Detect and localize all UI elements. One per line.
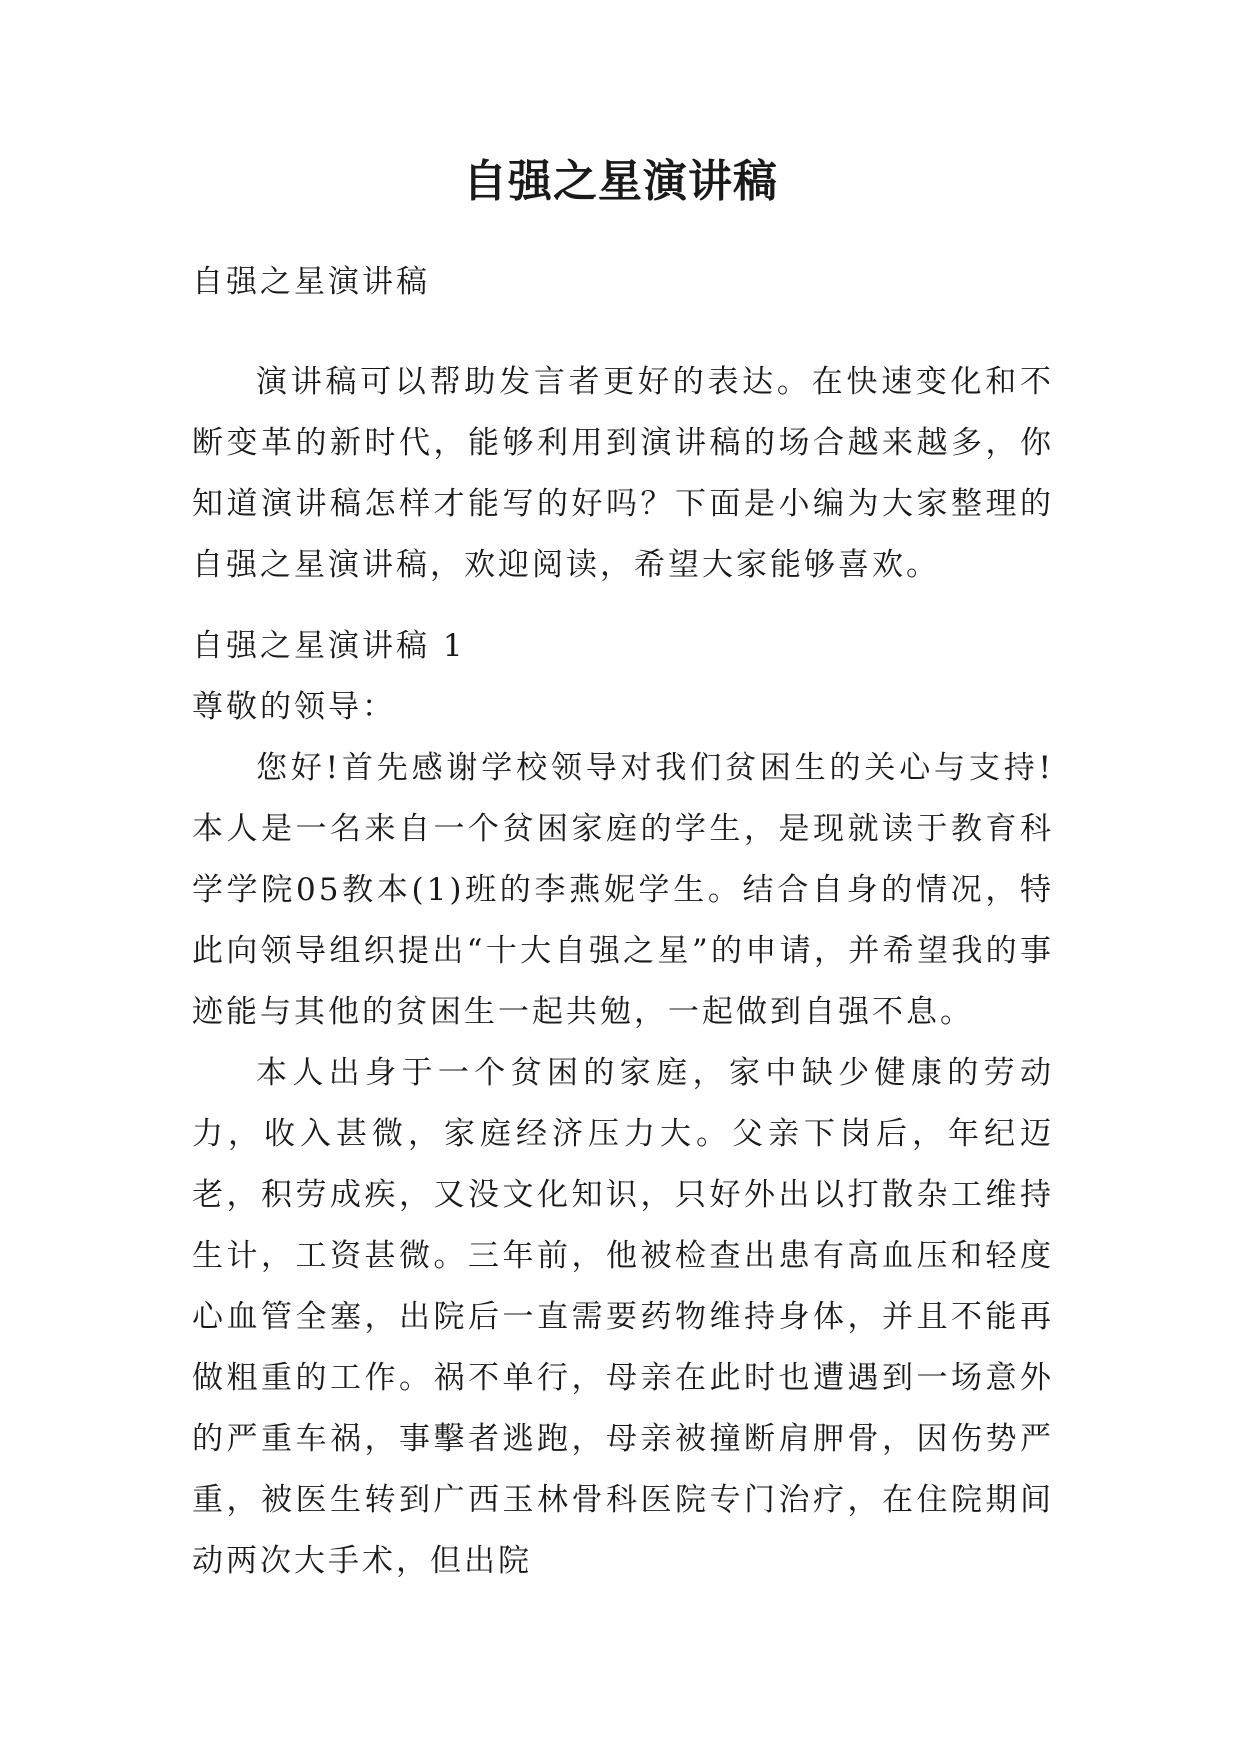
- document-subtitle: 自强之星演讲稿: [192, 264, 430, 300]
- body-paragraph: 您好!首先感谢学校领导对我们贫困生的关心与支持!本人是一名来自一个贫困家庭的学生，是现就读于教育科学学院05教本(1)班的李燕妮学生。结合自身的情况，特此向领导组织提出“十大自强之星”的申请，并希望我的事迹能与其他的贫困生一起共勉，一起做到自强不息。: [192, 750, 1054, 1030]
- subtitle-block: [192, 252, 1054, 313]
- section-heading: 自强之星演讲稿 1: [192, 628, 466, 664]
- body-paragraph: 本人出身于一个贫困的家庭，家中缺少健康的劳动力，收入甚微，家庭经济压力大。父亲下岗后，年纪迈老，积劳成疾，又没文化知识，只好外出以打散杂工维持生计，工资甚微。三年前，他被检查出患有高血压和轻度心血管全塞，出院后一直需要药物维持身体，并且不能再做粗重的工作。祸不单行，母亲在此时也遭遇到一场意外的严重车祸，事擊者逃跑，母亲被撞断肩胛骨，因伤势严重，被医生转到广西玉林骨科医院专门治疗，在住院期间动两次大手术，但出院: [192, 1055, 1054, 1579]
- letter-block: [192, 616, 1054, 1592]
- intro-block: [192, 352, 1054, 596]
- intro-paragraph: 演讲稿可以帮助发言者更好的表达。在快速变化和不断变革的新时代，能够利用到演讲稿的场合越来越多，你知道演讲稿怎样才能写的好吗？下面是小编为大家整理的自强之星演讲稿，欢迎阅读，希望大家能够喜欢。: [192, 364, 1054, 583]
- salutation: 尊敬的领导：: [192, 689, 396, 725]
- document-title: 自强之星演讲稿: [463, 156, 778, 207]
